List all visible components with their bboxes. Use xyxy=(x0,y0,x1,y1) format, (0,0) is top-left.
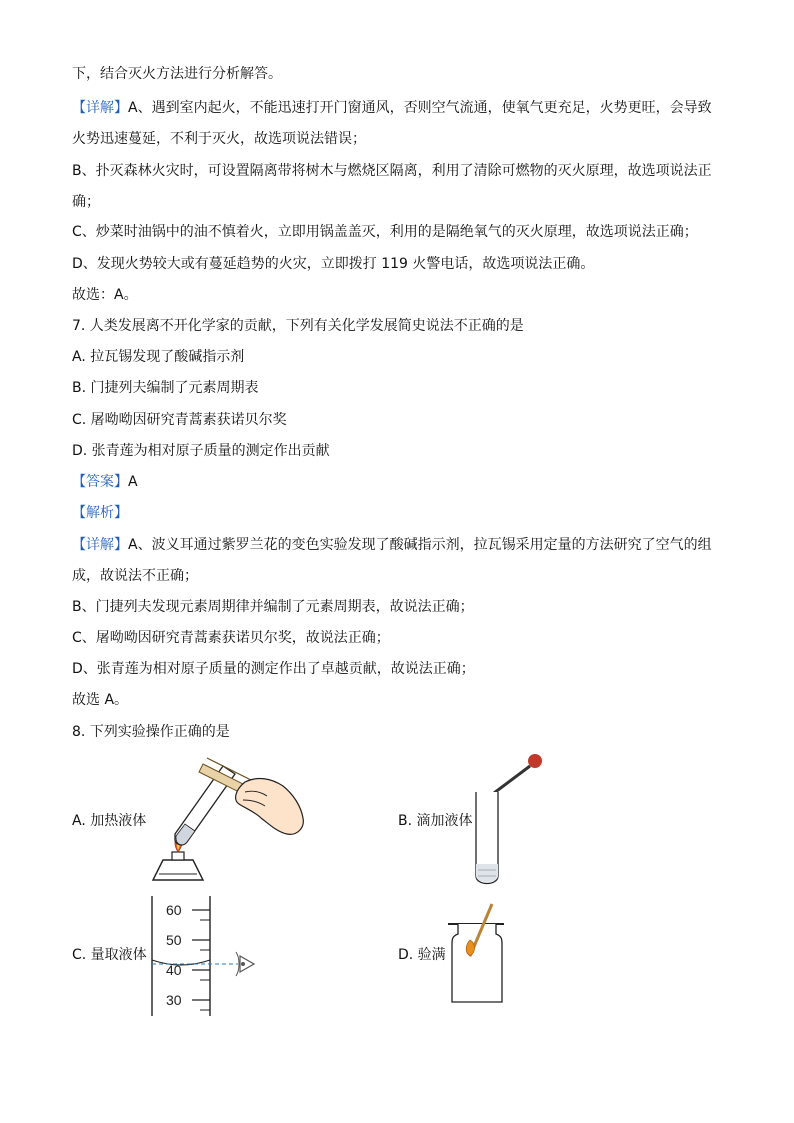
question-7-option-a: A. 拉瓦锡发现了酸碱指示剂 xyxy=(72,349,245,365)
text-line-1: 下，结合灭火方法进行分析解答。 xyxy=(72,66,282,82)
analysis-tag: 【解析】 xyxy=(72,505,128,521)
gas-bottle-icon xyxy=(448,924,504,1002)
cylinder-tick-40: 40 xyxy=(166,962,182,978)
question-7-stem: 7. 人类发展离不开化学家的贡献，下列有关化学发展简史说法不正确的是 xyxy=(72,318,524,334)
text-line-7: D、发现火势较大或有蔓延趋势的火灾，立即拨打 119 火警电话，故选项说法正确。 xyxy=(72,256,595,272)
text-line-17: 成，故说法不正确； xyxy=(72,568,198,584)
analysis-line xyxy=(72,503,128,523)
detail-tag: 【详解】 xyxy=(72,100,128,116)
cylinder-tick-30: 30 xyxy=(166,992,182,1008)
answer-tag: 【答案】 xyxy=(72,474,128,490)
answer-line: 【答案】A xyxy=(72,474,138,490)
option-b-label: B. 滴加液体 xyxy=(398,813,473,829)
question-8-stem: 8. 下列实验操作正确的是 xyxy=(72,724,230,740)
heating-liquid-figure xyxy=(145,748,305,890)
text-line-16: 【详解】A、波义耳通过紫罗兰花的变色实验发现了酸碱指示剂，拉瓦锡采用定量的方法研究了空气的组 xyxy=(72,537,712,553)
text-line-6: C、炒菜时油锅中的油不慎着火，立即用锅盖盖灭，利用的是隔绝氧气的灭火原理，故选项说法正确； xyxy=(72,224,698,240)
hand-icon xyxy=(236,779,304,835)
text-line-3: 火势迅速蔓延，不利于灭火，故选项说法错误； xyxy=(72,131,366,147)
text-line-20: D、张青莲为相对原子质量的测定作出了卓越贡献，故说法正确； xyxy=(72,661,475,677)
eye-icon xyxy=(236,952,254,976)
text-line-19: C、屠呦呦因研究青蒿素获诺贝尔奖，故说法正确； xyxy=(72,630,390,646)
text-line-4: B、扑灭森林火灾时，可设置隔离带将树木与燃烧区隔离，利用了清除可燃物的灭火原理，故选项说法正 xyxy=(72,163,712,179)
cylinder-tick-50: 50 xyxy=(166,932,182,948)
measuring-cylinder-figure xyxy=(148,896,264,1020)
option-d-label: D. 验满 xyxy=(398,947,446,963)
question-7-option-b: B. 门捷列夫编制了元素周期表 xyxy=(72,380,259,396)
text-line-5: 确； xyxy=(72,194,100,210)
option-c-label: C. 量取液体 xyxy=(72,947,147,963)
gas-bottle-figure xyxy=(448,902,508,1006)
text-line-21: 故选 A。 xyxy=(72,692,129,708)
dropper-figure xyxy=(470,752,550,888)
cylinder-tick-60: 60 xyxy=(166,902,182,918)
detail-tag: 【详解】 xyxy=(72,537,128,553)
question-7-option-d: D. 张青莲为相对原子质量的测定作出贡献 xyxy=(72,443,330,459)
option-a-label: A. 加热液体 xyxy=(72,813,147,829)
text-line-8: 故选：A。 xyxy=(72,287,138,303)
text-line-2: 【详解】A、遇到室内起火，不能迅速打开门窗通风，否则空气流通，使氧气更充足，火势更旺，会导致 xyxy=(72,100,712,116)
question-7-option-c: C. 屠呦呦因研究青蒿素获诺贝尔奖 xyxy=(72,412,287,428)
text-line-18: B、门捷列夫发现元素周期律并编制了元素周期表，故说法正确； xyxy=(72,599,474,615)
test-tube-icon xyxy=(476,792,498,884)
